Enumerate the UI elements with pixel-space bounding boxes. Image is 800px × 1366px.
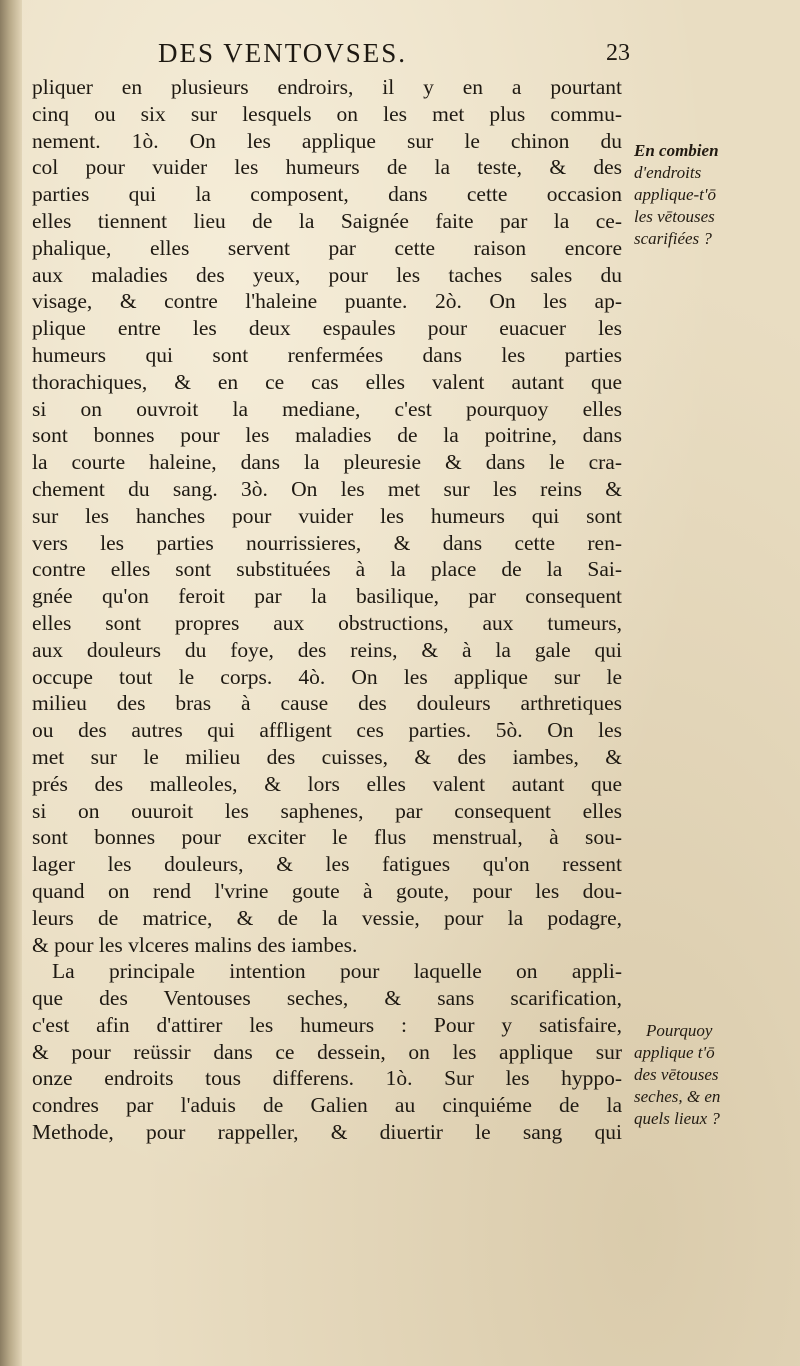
- text-line: prés des malleoles, & lors elles valent autant que: [32, 771, 622, 796]
- text-line: plique entre les deux espaules pour euacuer les: [32, 316, 622, 341]
- text-line: aux maladies des yeux, pour les taches sales du: [32, 262, 622, 287]
- text-line: cinq ou six sur lesquels on les met plus commu-: [32, 101, 622, 126]
- margin-note-line: Pourquoy: [646, 1021, 713, 1040]
- text-line: contre elles sont substituées à la place de la Sai-: [32, 557, 622, 582]
- text-line: La principale intention pour laquelle on appli-: [52, 959, 622, 984]
- margin-note-scarified-cups: [634, 140, 794, 250]
- margin-note-line: applique-t'ō: [634, 185, 717, 204]
- text-line: thorachiques, & en ce cas elles valent autant que: [32, 369, 622, 394]
- body-text: [32, 74, 622, 1146]
- text-line: condres par l'aduis de Galien au cinquiéme de la: [32, 1093, 622, 1118]
- text-line: sont bonnes pour les maladies de la poitrine, dans: [32, 423, 622, 448]
- text-line: onze endroits tous differens. 1ò. Sur les hyppo-: [32, 1066, 622, 1091]
- margin-note-line: quels lieux ?: [634, 1109, 720, 1128]
- margin-note-line: d'endroits: [634, 163, 702, 182]
- margin-note-line: les vētouses: [634, 207, 715, 226]
- running-head: [140, 38, 630, 74]
- text-line: c'est afin d'attirer les humeurs : Pour y satisfaire,: [32, 1012, 622, 1037]
- text-line: sur les hanches pour vuider les humeurs qui sont: [32, 503, 622, 528]
- page-gutter-shadow: [0, 0, 22, 1366]
- text-line: si on ouvroit la mediane, c'est pourquoy elles: [32, 396, 622, 421]
- text-line: chement du sang. 3ò. On les met sur les reins &: [32, 476, 622, 501]
- text-line: elles sont propres aux obstructions, aux tumeurs,: [32, 610, 622, 635]
- text-line: si on ouuroit les saphenes, par consequent elles: [32, 798, 622, 823]
- text-line: aux douleurs du foye, des reins, & à la gale qui: [32, 637, 622, 662]
- text-line: col pour vuider les humeurs de la teste, & des: [32, 155, 622, 180]
- text-line: que des Ventouses seches, & sans scarification,: [32, 986, 622, 1011]
- text-line: quand on rend l'vrine goute à goute, pour les dou-: [32, 878, 622, 903]
- text-line: la courte haleine, dans la pleuresie & dans le cra-: [32, 450, 622, 475]
- text-line: met sur le milieu des cuisses, & des iambes, &: [32, 744, 622, 769]
- text-line: occupe tout le corps. 4ò. On les applique sur le: [32, 664, 622, 689]
- text-line: leurs de matrice, & de la vessie, pour la podagre,: [32, 905, 622, 930]
- text-line: vers les parties nourrissieres, & dans cette ren-: [32, 530, 622, 555]
- text-line: phalique, elles servent par cette raison encore: [32, 235, 622, 260]
- text-line: milieu des bras à cause des douleurs arthretiques: [32, 691, 622, 716]
- running-title: DES VENTOVSES.: [158, 38, 408, 68]
- text-line: lager les douleurs, & les fatigues qu'on ressent: [32, 852, 622, 877]
- text-line: ou des autres qui affligent ces parties. 5ò. On les: [32, 718, 622, 743]
- margin-note-line: scarifiées ?: [634, 229, 712, 248]
- margin-note-dry-cups: [634, 1020, 794, 1130]
- text-line: pliquer en plusieurs endroirs, il y en a pourtant: [32, 75, 622, 99]
- page-number: 23: [606, 40, 630, 66]
- margin-note-line: seches, & en: [634, 1087, 721, 1106]
- text-line: & pour les vlceres malins des iambes.: [32, 932, 358, 957]
- margin-note-line: En combien: [634, 141, 719, 160]
- text-line: parties qui la composent, dans cette occasion: [32, 182, 622, 207]
- text-line: & pour reüssir dans ce dessein, on les applique sur: [32, 1039, 622, 1064]
- text-line: humeurs qui sont renfermées dans les parties: [32, 342, 622, 367]
- margin-note-line: applique t'ō: [634, 1043, 715, 1062]
- text-line: nement. 1ò. On les applique sur le chinon du: [32, 128, 622, 153]
- text-line: sont bonnes pour exciter le flus menstrual, à sou-: [32, 825, 622, 850]
- margin-note-line: des vētouses: [634, 1065, 719, 1084]
- text-line: elles tiennent lieu de la Saignée faite par la ce-: [32, 208, 622, 233]
- text-line: Methode, pour rappeller, & diuertir le sang qui: [32, 1120, 622, 1145]
- text-line: gnée qu'on feroit par la basilique, par consequent: [32, 584, 622, 609]
- text-line: visage, & contre l'haleine puante. 2ò. On les ap-: [32, 289, 622, 314]
